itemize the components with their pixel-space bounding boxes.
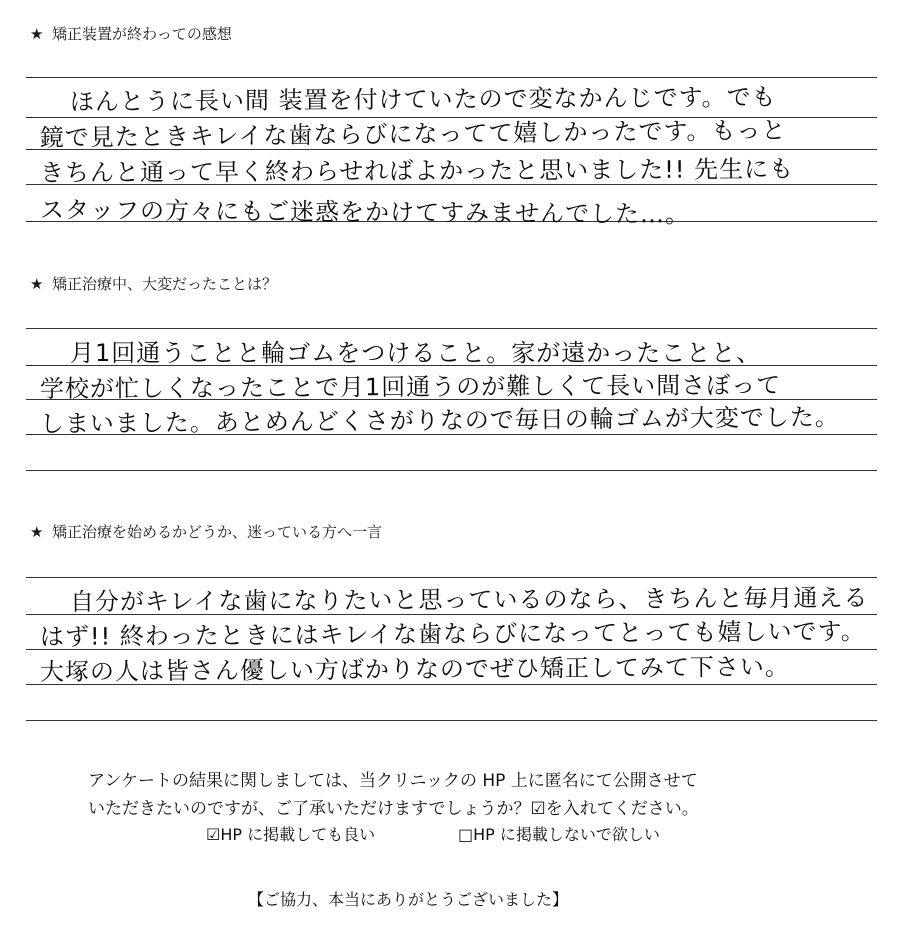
question-3-text: 矯正治療を始めるかどうか、迷っている方へ一言: [52, 523, 383, 541]
question-1: [30, 23, 232, 44]
answer-rule: [26, 470, 877, 471]
consent-line-1: アンケートの結果に関しましては、当クリニックの HP 上に匿名にて公開させて: [88, 771, 698, 791]
star-icon: ★: [30, 275, 44, 293]
answer-1-line-4: スタッフの方々にもご迷惑をかけてすみませんでした…。: [40, 196, 691, 229]
star-icon: ★: [30, 25, 44, 43]
answer-2-line-1: 月1回通うことと輪ゴムをつけること。家が遠かったことと、: [70, 339, 762, 367]
star-icon: ★: [30, 523, 44, 541]
question-1-text: 矯正装置が終わっての感想: [52, 25, 232, 43]
answer-1-line-1: ほんとうに長い間 装置を付けていたので変なかんじです。でも: [69, 83, 777, 117]
question-3: [30, 521, 382, 542]
consent-line-2: いただきたいのですが、ご了承いただけますでしょうか？☑を入れてください。: [88, 799, 699, 819]
answer-2-line-3: しまいました。あとめんどくさがりなので毎日の輪ゴムが大変でした。: [39, 403, 840, 439]
answer-1-line-2: 鏡で見たときキレイな歯ならびになってて嬉しかったです。もっと: [39, 116, 787, 153]
answer-3-line-1: 自分がキレイな歯になりたいと思っているのなら、きちんと毎月通える: [69, 583, 869, 616]
answer-3-line-2: はず!! 終わったときにはキレイな歯ならびになってとっても嬉しいです。: [39, 617, 866, 651]
consent-option-yes[interactable]: ☑HP に掲載しても良い: [206, 825, 376, 844]
thanks-message: 【ご協力、本当にありがとうございました】: [248, 890, 569, 909]
consent-option-no[interactable]: □HP に掲載しないで欲しい: [458, 825, 660, 844]
answer-rule: [26, 720, 877, 721]
question-2-text: 矯正治療中、大変だったことは？: [52, 275, 278, 293]
answer-3-line-3: 大塚の人は皆さん優しい方ばかりなのでぜひ矯正してみて下さい。: [39, 652, 790, 686]
answer-rule: [26, 328, 877, 329]
answer-2-line-2: 学校が忙しくなったことで月1回通うのが難しくて長い間さぼって: [39, 371, 782, 403]
answer-1-line-3: きちんと通って早く終わらせればよかったと思いました!! 先生にも: [39, 155, 795, 188]
question-2: [30, 273, 277, 294]
